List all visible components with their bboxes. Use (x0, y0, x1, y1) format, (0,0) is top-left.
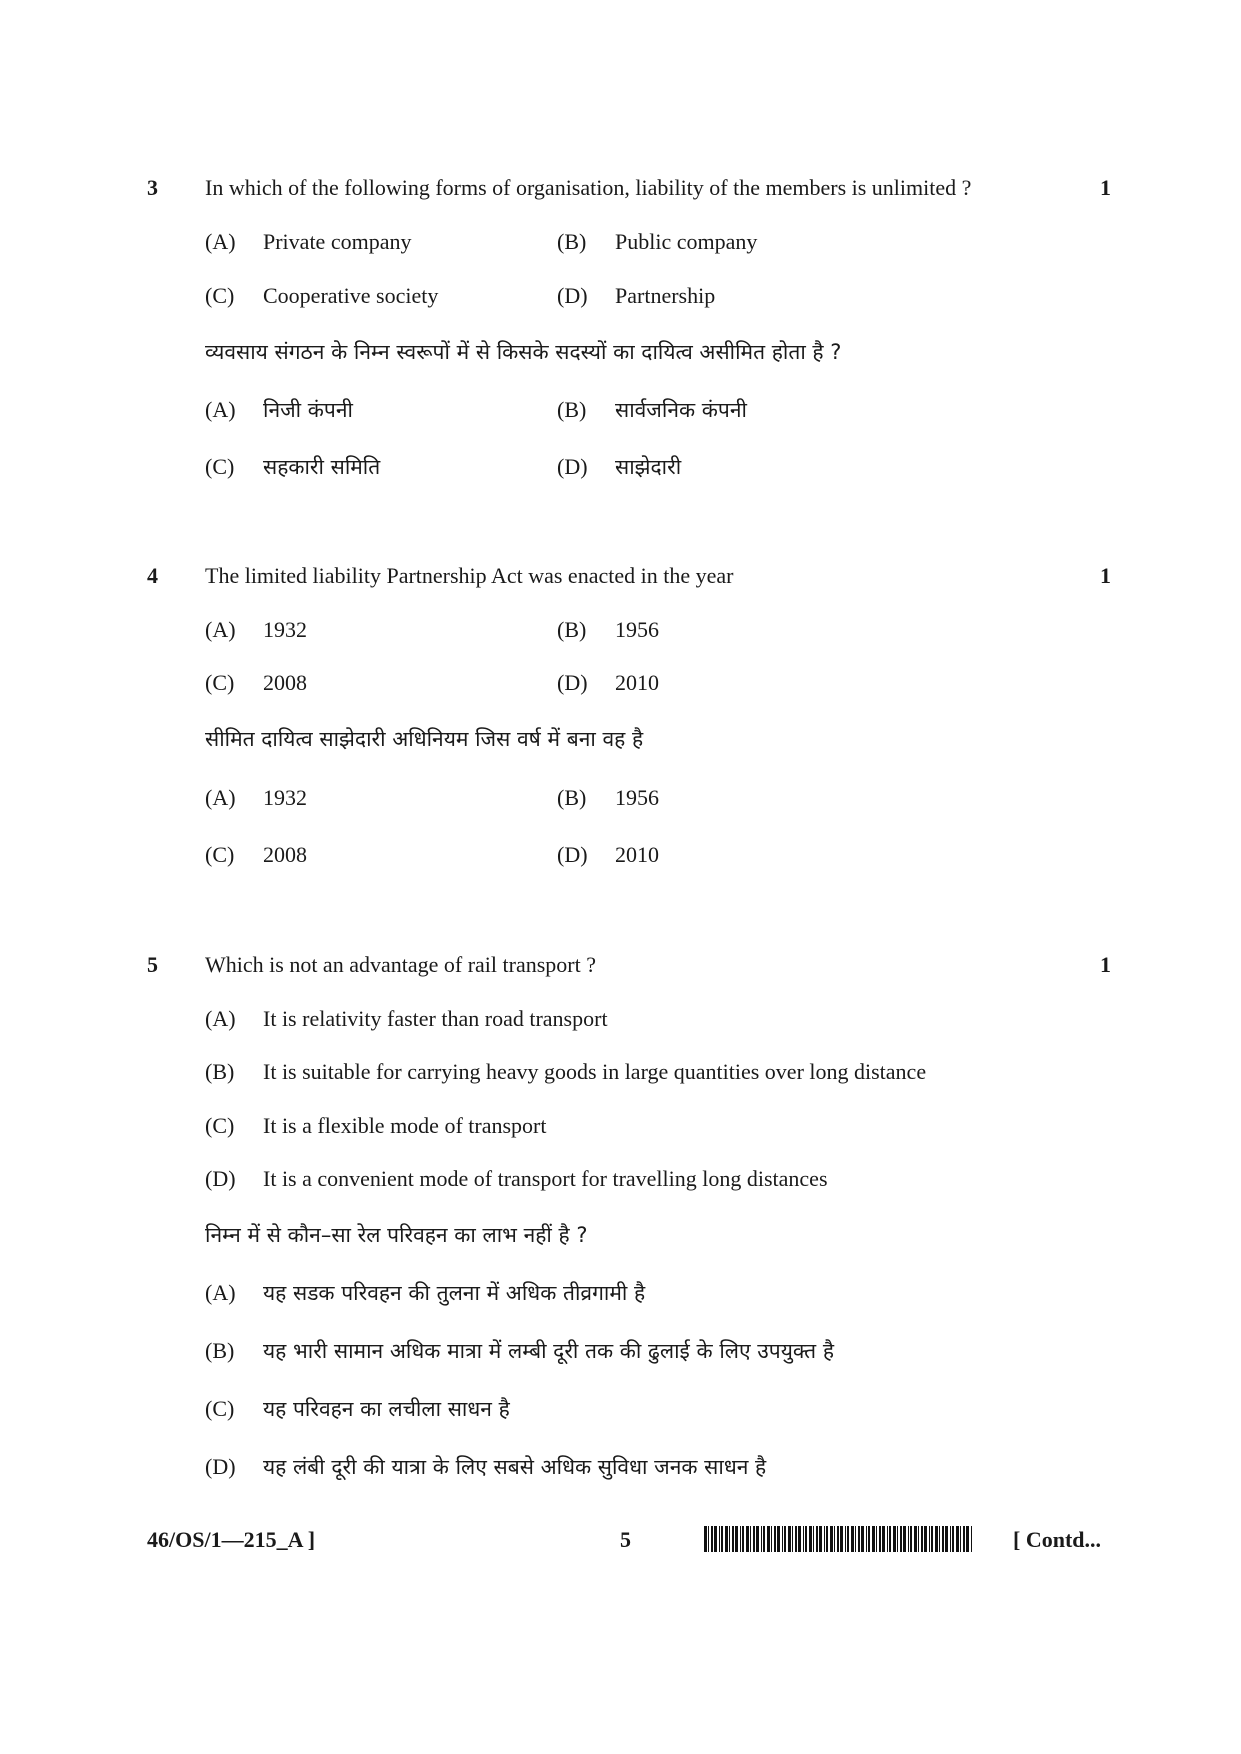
option-c-en: (C) 2008 (205, 670, 307, 695)
option-a-hi: (A) 1932 (205, 785, 307, 810)
option-c-hi: (C) 2008 (205, 842, 307, 867)
contd-label: [ Contd... (1013, 1527, 1102, 1552)
option-c-en: (C) It is a flexible mode of transport (205, 1113, 547, 1138)
option-d-hi: (D) साझेदारी (557, 454, 682, 479)
option-a-hi: (A) निजी कंपनी (205, 397, 353, 422)
question-marks: 1 (1100, 175, 1111, 200)
question-text-hi: व्यवसाय संगठन के निम्न स्वरूपों में से किसके सदस्यों का दायित्व असीमित होता है ? (205, 340, 842, 364)
paper-code: 46/OS/1—215_A ] (147, 1527, 316, 1552)
option-d-en: (D) It is a convenient mode of transport for travelling long distances (205, 1166, 828, 1191)
question-number: 4 (147, 563, 158, 588)
page-number: 5 (620, 1527, 631, 1552)
option-b-en: (B) 1956 (557, 617, 659, 642)
question-number: 3 (147, 175, 158, 200)
question-text-hi: सीमित दायित्व साझेदारी अधिनियम जिस वर्ष में बना वह है (205, 727, 644, 751)
question-text-hi: निम्न में से कौन–सा रेल परिवहन का लाभ नहीं है ? (205, 1223, 588, 1247)
question-text-en: Which is not an advantage of rail transport ? (205, 952, 596, 977)
option-d-en: (D) Partnership (557, 283, 716, 308)
option-a-en: (A) 1932 (205, 617, 307, 642)
option-a-en: (A) Private company (205, 229, 412, 254)
question-marks: 1 (1100, 952, 1111, 977)
option-b-hi: (B) यह भारी सामान अधिक मात्रा में लम्बी दूरी तक की ढुलाई के लिए उपयुक्त है (205, 1338, 834, 1363)
question-text-en: The limited liability Partnership Act was enacted in the year (205, 563, 734, 588)
option-a-en: (A) It is relativity faster than road transport (205, 1006, 608, 1031)
option-d-hi: (D) 2010 (557, 842, 659, 867)
question-marks: 1 (1100, 563, 1111, 588)
barcode-icon (704, 1526, 974, 1552)
option-a-hi: (A) यह सडक परिवहन की तुलना में अधिक तीव्रगामी है (205, 1280, 646, 1305)
option-d-en: (D) 2010 (557, 670, 659, 695)
option-d-hi: (D) यह लंबी दूरी की यात्रा के लिए सबसे अधिक सुविधा जनक साधन है (205, 1454, 767, 1479)
option-b-en: (B) It is suitable for carrying heavy goods in large quantities over long distance (205, 1059, 927, 1084)
option-c-hi: (C) यह परिवहन का लचीला साधन है (205, 1396, 510, 1421)
option-b-en: (B) Public company (557, 229, 758, 254)
question-text-en: In which of the following forms of organisation, liability of the members is unlimited ? (205, 175, 972, 200)
option-c-hi: (C) सहकारी समिति (205, 454, 381, 479)
option-b-hi: (B) 1956 (557, 785, 659, 810)
question-number: 5 (147, 952, 158, 977)
option-c-en: (C) Cooperative society (205, 283, 439, 308)
option-b-hi: (B) सार्वजनिक कंपनी (557, 397, 747, 422)
